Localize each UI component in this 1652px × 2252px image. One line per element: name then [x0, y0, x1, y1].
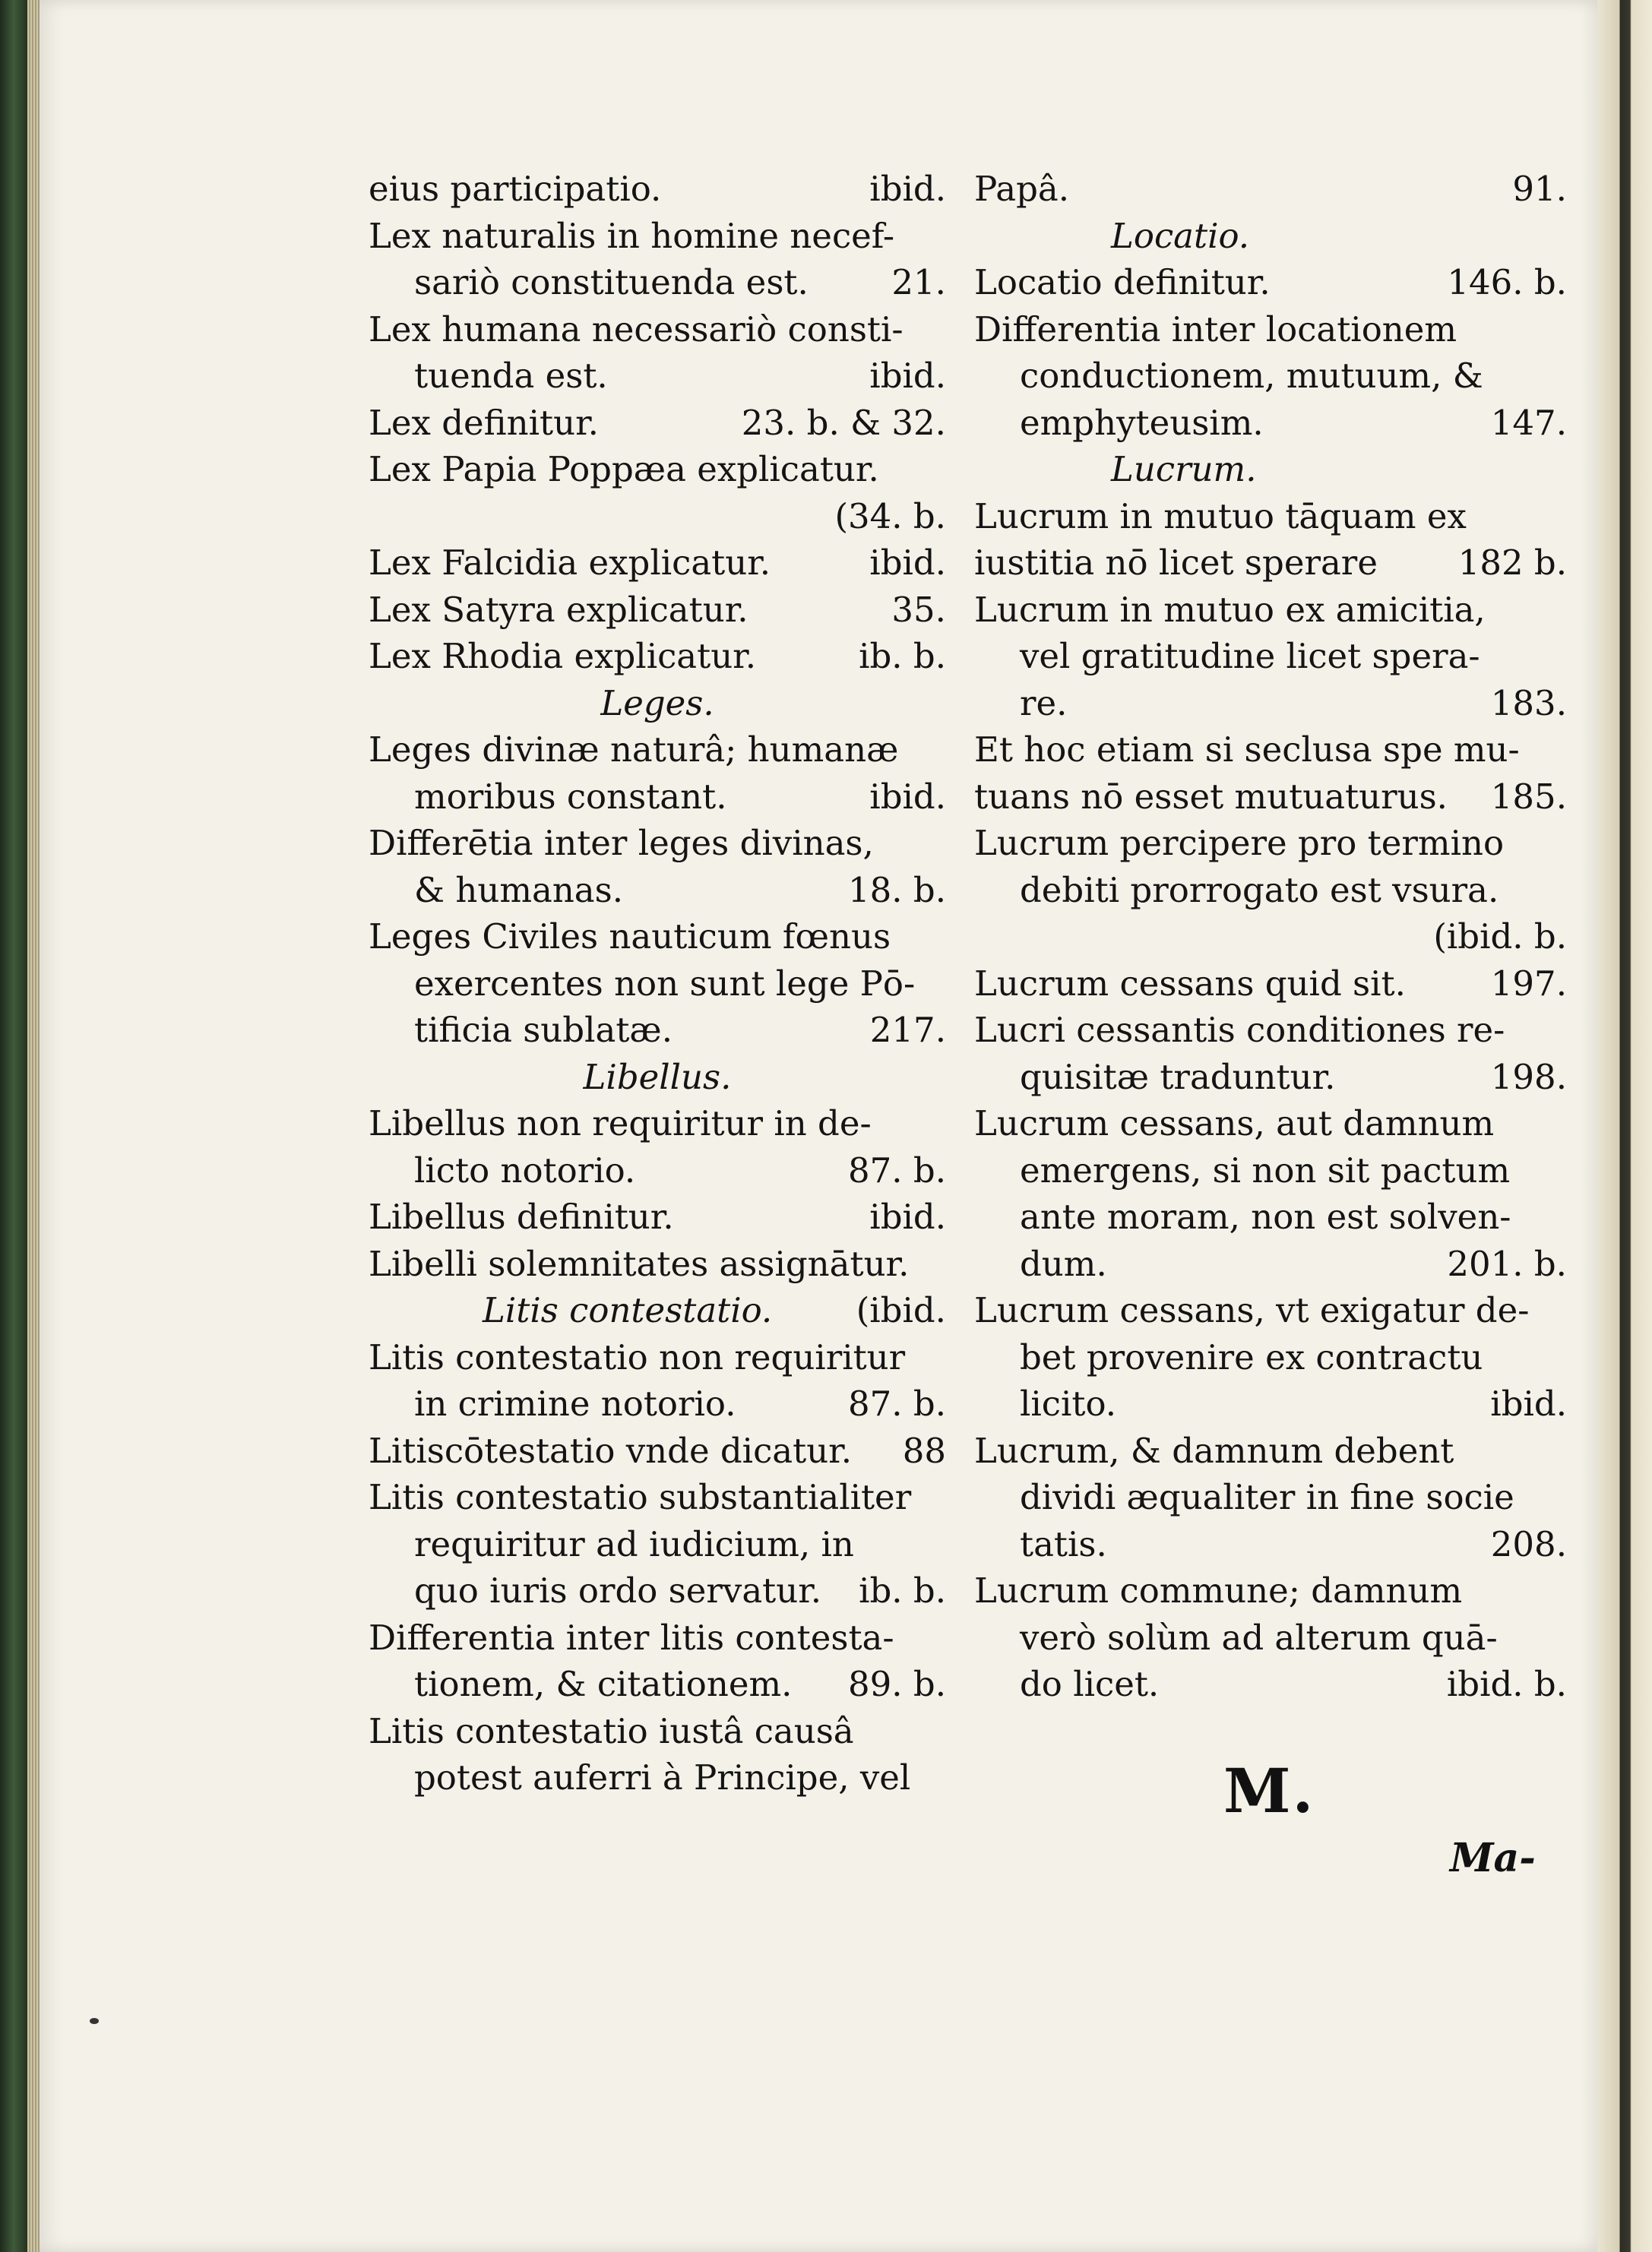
section-heading: Litis contestatio.: [483, 1290, 773, 1330]
index-entry: [369, 1474, 946, 1521]
page-reference: 183.: [1490, 682, 1567, 723]
index-entry: [369, 166, 946, 213]
index-entry-continuation: [369, 960, 946, 1007]
entry-text: Libelli solemnitates assignātur.: [369, 1243, 910, 1284]
entry-text: dum.: [1020, 1243, 1107, 1284]
entry-text: exercentes non sunt lege Pō-: [414, 963, 916, 1004]
entry-text: Lucrum cessans, aut damnum: [974, 1103, 1495, 1143]
entry-text: tionem, & citationem.: [414, 1664, 793, 1704]
page-reference: 91.: [1512, 169, 1567, 209]
book-spine: [0, 0, 27, 2252]
index-entry: [369, 1194, 946, 1241]
index-entry: [974, 493, 1567, 540]
entry-text: Lucrum cessans, vt exigatur de-: [974, 1290, 1530, 1330]
index-entry-continuation: [369, 1567, 946, 1615]
index-entry-continuation: [974, 1474, 1567, 1521]
entry-text: Lex Papia Poppæa explicatur.: [369, 449, 879, 489]
index-entry: [369, 1708, 946, 1755]
entry-text: Lucrum percipere pro termino: [974, 823, 1505, 863]
page-reference: ibid. b.: [1446, 1664, 1567, 1704]
section-heading: Lucrum.: [1111, 449, 1257, 489]
page-edge: [27, 0, 40, 2252]
section-heading: Locatio.: [1111, 215, 1250, 256]
entry-text: tatis.: [1020, 1523, 1107, 1564]
index-entry: [974, 820, 1567, 867]
index-entry-continuation: [369, 1381, 946, 1428]
entry-text: Libellus non requiritur in de-: [369, 1103, 872, 1143]
entry-text: do licet.: [1020, 1664, 1160, 1704]
entry-text: iustitia nō licet sperare: [974, 542, 1378, 583]
page-reference: 88: [902, 1430, 946, 1471]
entry-text: bet provenire ex contractu: [1020, 1336, 1483, 1377]
index-entry-continuation: [974, 1334, 1567, 1381]
index-entry: [369, 213, 946, 260]
entry-text: Lex Satyra explicatur.: [369, 589, 748, 630]
index-entry-continuation: [369, 1147, 946, 1194]
page-reference: 197.: [1490, 963, 1567, 1004]
index-column-right: [974, 166, 1567, 1708]
entry-text: conductionem, mutuum, &: [1020, 356, 1483, 396]
entry-text: tuans nō esset mutuaturus.: [974, 776, 1448, 817]
index-entry: [974, 1567, 1567, 1615]
page-reference: ibid.: [869, 169, 946, 209]
entry-text: licito.: [1020, 1384, 1117, 1424]
signature-mark: M.: [1223, 1755, 1315, 1827]
index-entry-continuation: [974, 1054, 1567, 1101]
entry-text: debiti prorrogato est vsura.: [1020, 869, 1499, 910]
index-entry-continuation: [974, 1615, 1567, 1662]
entry-text: tuenda est.: [414, 356, 608, 396]
index-entry: [974, 726, 1567, 773]
entry-text: ante moram, non est solven-: [1020, 1197, 1511, 1237]
section-heading: Libellus.: [583, 1056, 732, 1097]
index-entry: [369, 587, 946, 634]
index-entry: [369, 820, 946, 867]
entry-text: Differentia inter locationem: [974, 308, 1457, 350]
index-entry: [974, 1287, 1567, 1334]
page-reference: 89. b.: [848, 1664, 946, 1704]
page-reference: ibid.: [869, 356, 946, 396]
index-entry: [974, 166, 1567, 213]
entry-text: requiritur ad iudicium, in: [414, 1523, 854, 1564]
index-entry: [369, 1241, 946, 1288]
entry-text: Litis contestatio iustâ causâ: [369, 1710, 854, 1751]
entry-text: Litis contestatio non requiritur: [369, 1336, 906, 1377]
index-entry: [974, 1428, 1567, 1475]
section-heading: Leges.: [600, 682, 714, 723]
entry-text: potest auferri à Principe, vel: [414, 1757, 911, 1798]
index-entry-continuation: [974, 867, 1567, 914]
entry-text: Lucrum in mutuo tāquam ex: [974, 495, 1467, 536]
index-entry: [369, 400, 946, 447]
page-reference: 198.: [1490, 1056, 1567, 1097]
catchword: Ma-: [1450, 1835, 1536, 1881]
page-reference: 208.: [1490, 1523, 1567, 1564]
index-entry: [974, 306, 1567, 353]
index-entry-continuation: [974, 1661, 1567, 1708]
entry-text: eius participatio.: [369, 169, 662, 209]
index-entry: [369, 633, 946, 680]
index-entry-continuation: [974, 1521, 1567, 1568]
entry-text: re.: [1020, 682, 1068, 723]
index-entry: [369, 1287, 946, 1334]
entry-text: Libellus definitur.: [369, 1197, 674, 1237]
page-reference: 21.: [891, 262, 946, 302]
index-entry: [974, 1100, 1567, 1147]
index-entry: [369, 1615, 946, 1662]
index-entry-continuation: [369, 353, 946, 400]
entry-text: Leges divinæ naturâ; humanæ: [369, 729, 899, 770]
index-entry: [369, 306, 946, 353]
index-entry: [974, 539, 1567, 587]
index-entry: [369, 446, 946, 493]
entry-text: & humanas.: [414, 869, 624, 910]
index-entry: [369, 1334, 946, 1381]
index-entry: [974, 1007, 1567, 1054]
entry-text: Litis contestatio substantialiter: [369, 1477, 912, 1517]
entry-text: tificia sublatæ.: [414, 1010, 673, 1050]
page-reference: ib. b.: [859, 636, 946, 676]
index-entry-continuation: [974, 1241, 1567, 1288]
index-entry: [974, 259, 1567, 306]
entry-text: Lucrum cessans quid sit.: [974, 963, 1406, 1004]
page-reference: 87. b.: [848, 1384, 946, 1424]
entry-text: emphyteusim.: [1020, 402, 1264, 443]
page-reference: (34. b.: [834, 495, 946, 536]
index-entry: [974, 960, 1567, 1007]
index-entry-continuation: [369, 1521, 946, 1568]
index-entry-continuation: [369, 1007, 946, 1054]
index-entry: [974, 773, 1567, 821]
entry-text: Lucrum commune; damnum: [974, 1570, 1463, 1611]
index-column-left: [369, 166, 946, 1801]
entry-text: Lucrum, & damnum debent: [974, 1430, 1454, 1471]
index-entry-continuation: [974, 680, 1567, 727]
entry-text: quisitæ traduntur.: [1020, 1056, 1336, 1097]
entry-text: Lucri cessantis conditiones re-: [974, 1010, 1505, 1050]
entry-text: verò solùm ad alterum quā-: [1020, 1617, 1498, 1658]
page-reference: 201. b.: [1447, 1243, 1567, 1284]
entry-text: Locatio definitur.: [974, 262, 1271, 302]
entry-text: Lex definitur.: [369, 402, 599, 443]
index-entry-continuation: [369, 867, 946, 914]
index-entry: [369, 726, 946, 773]
page-reference: 87. b.: [848, 1150, 946, 1191]
page-reference: 23. b. & 32.: [741, 402, 946, 443]
page-reference: 217.: [869, 1010, 946, 1050]
page-reference: 147.: [1490, 402, 1567, 443]
page-reference: (ibid. b.: [1433, 916, 1567, 957]
entry-text: Lex Falcidia explicatur.: [369, 542, 771, 583]
index-entry-continuation: [369, 1754, 946, 1801]
page-reference: 146. b.: [1447, 262, 1567, 302]
page-reference: 185.: [1490, 776, 1567, 817]
entry-text: Differentia inter litis contesta-: [369, 1617, 894, 1658]
entry-text: Et hoc etiam si seclusa spe mu-: [974, 729, 1520, 770]
index-entry-continuation: [974, 1381, 1567, 1428]
entry-text: Leges Civiles nauticum fœnus: [369, 916, 891, 957]
index-entry-continuation: [369, 773, 946, 821]
index-entry-continuation: [974, 400, 1567, 447]
entry-text: dividi æqualiter in fine socie: [1020, 1477, 1514, 1517]
index-entry-continuation: [974, 913, 1567, 960]
entry-text: licto notorio.: [414, 1150, 636, 1191]
entry-text: in crimine notorio.: [414, 1384, 736, 1424]
index-entry-continuation: [369, 493, 946, 540]
index-entry-continuation: [974, 353, 1567, 400]
page-reference: 182 b.: [1457, 542, 1567, 583]
index-entry: [369, 913, 946, 960]
entry-text: emergens, si non sit pactum: [1020, 1150, 1511, 1191]
page-reference: ib. b.: [859, 1570, 946, 1611]
page-reference: ibid.: [1490, 1384, 1567, 1424]
entry-text: Differētia inter leges divinas,: [369, 823, 874, 863]
index-entry-continuation: [974, 1147, 1567, 1194]
page-reference: (ibid.: [856, 1290, 946, 1330]
page-reference: ibid.: [869, 1197, 946, 1237]
entry-text: sariò constituenda est.: [414, 262, 809, 302]
entry-text: quo iuris ordo servatur.: [414, 1570, 822, 1611]
index-entry-continuation: [369, 1661, 946, 1708]
entry-text: Lucrum in mutuo ex amicitia,: [974, 589, 1486, 630]
page-reference: 35.: [891, 589, 946, 630]
entry-text: Lex Rhodia explicatur.: [369, 636, 757, 676]
index-entry: [369, 1100, 946, 1147]
page-reference: 18. b.: [848, 869, 946, 910]
entry-text: Lex humana necessariò consti-: [369, 308, 904, 350]
index-entry: [369, 539, 946, 587]
index-entry: [974, 587, 1567, 634]
page-reference: ibid.: [869, 542, 946, 583]
index-entry-continuation: [974, 633, 1567, 680]
entry-text: vel gratitudine licet spera-: [1020, 636, 1480, 676]
entry-text: moribus constant.: [414, 776, 727, 817]
index-entry-continuation: [369, 259, 946, 306]
index-entry-continuation: [974, 1194, 1567, 1241]
ink-smudge: [90, 2018, 99, 2024]
entry-text: Papâ.: [974, 169, 1070, 209]
index-entry: [369, 1428, 946, 1475]
page-reference: ibid.: [869, 776, 946, 817]
facing-page-edge: [1597, 0, 1652, 2252]
entry-text: Litiscōtestatio vnde dicatur.: [369, 1430, 853, 1471]
entry-text: Lex naturalis in homine necef-: [369, 215, 895, 256]
